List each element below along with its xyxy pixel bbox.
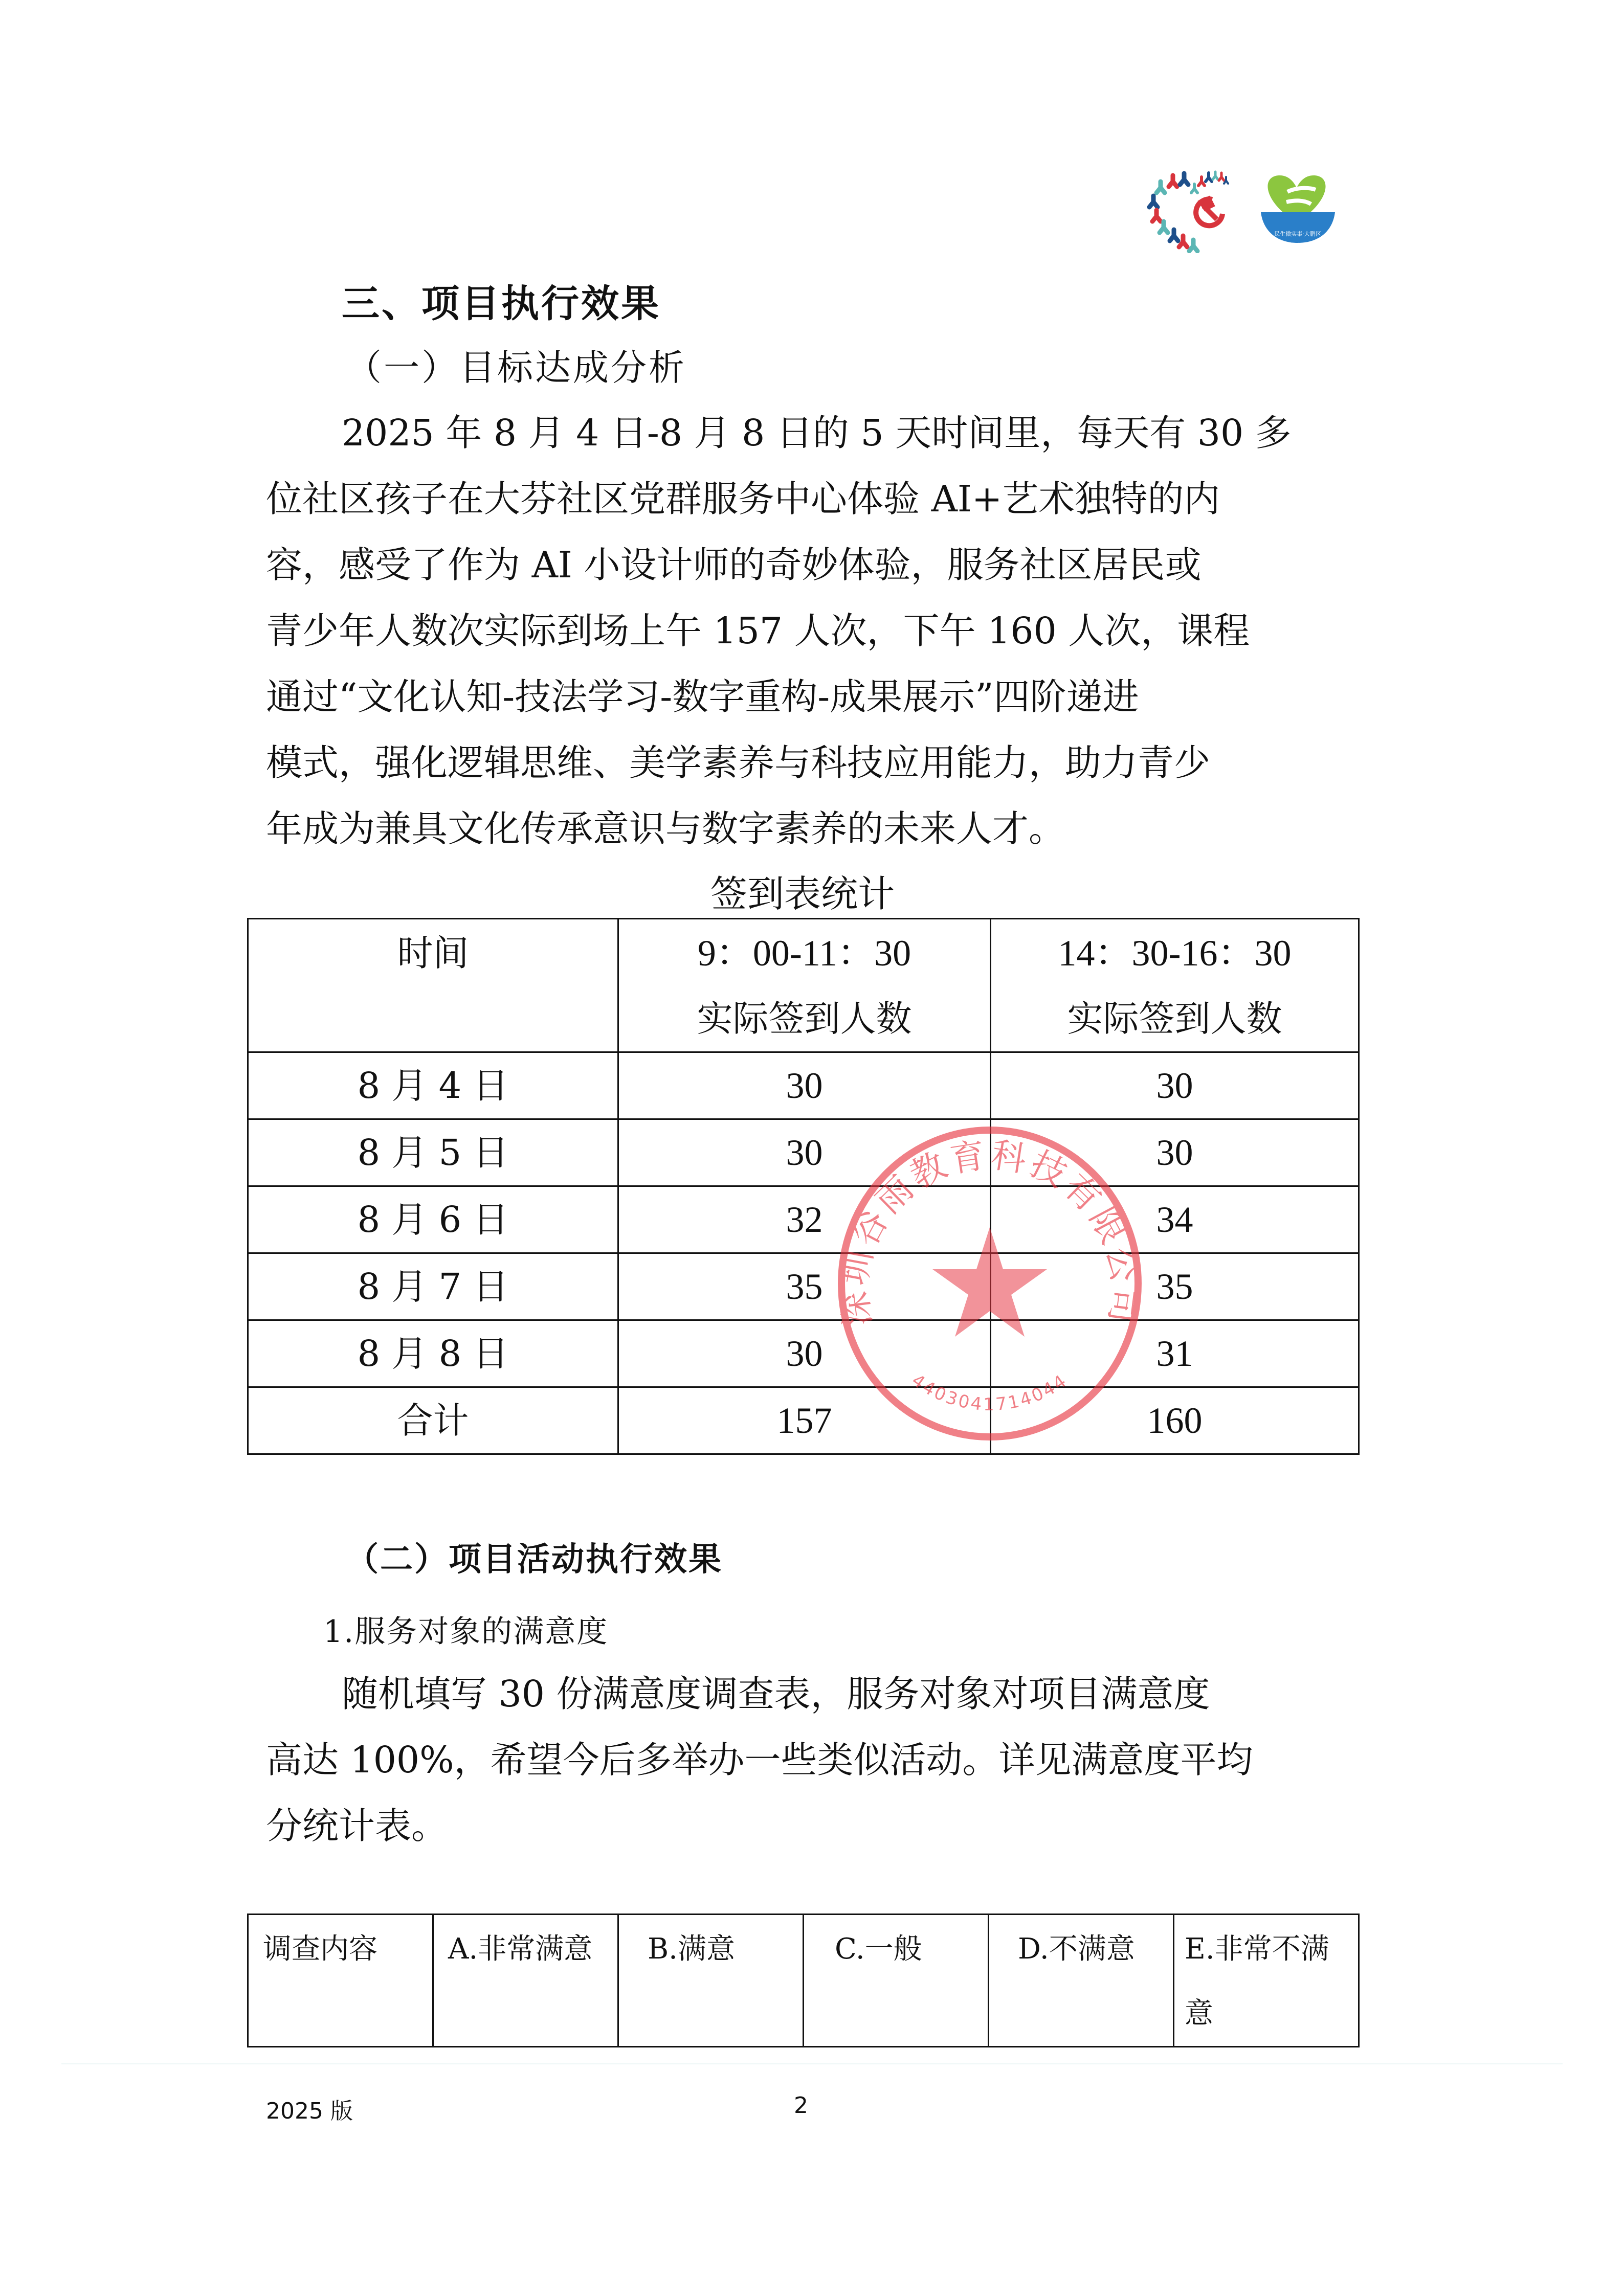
section-title: 三、项目执行效果 — [342, 282, 661, 326]
header-afternoon-time: 14：30-16：30 — [1058, 933, 1292, 974]
afternoon-total-cell: 160 — [991, 1387, 1359, 1454]
total-label-cell: 合计 — [248, 1387, 618, 1454]
table-row — [248, 1186, 1359, 1253]
paragraph-line: 2025 年 8 月 4 日-8 月 8 日的 5 天时间里，每天有 30 多 — [342, 412, 1292, 454]
morning-count-cell: 35 — [618, 1253, 991, 1320]
header-cell-morning — [618, 919, 991, 1052]
party-heart-logo-icon — [1138, 161, 1353, 253]
seal-company-name: 深圳谷雨教育科技有限公司 — [834, 1135, 1146, 1329]
header-morning-time: 9：00-11：30 — [697, 933, 911, 974]
table-header-row — [248, 1915, 1359, 2047]
header-logos — [1138, 161, 1353, 253]
morning-total-cell: 157 — [618, 1387, 991, 1454]
afternoon-count-cell: 34 — [991, 1186, 1359, 1253]
table-row — [248, 1253, 1359, 1320]
hammer-sickle-icon — [1196, 199, 1222, 226]
footer-divider — [61, 2063, 1563, 2064]
table-total-row — [248, 1387, 1359, 1454]
header-label: D.不满意 — [1018, 1932, 1135, 1966]
item-title-satisfaction: 1.服务对象的满意度 — [323, 1614, 609, 1650]
header-label: E.非常不满 — [1185, 1932, 1329, 1966]
livelihood-logo-icon — [1261, 175, 1335, 243]
livelihood-logo-text: 民生微实事·大鹏区 — [1274, 231, 1321, 237]
paragraph-line: 分统计表。 — [266, 1805, 448, 1847]
footer-edition: 2025 版 — [266, 2098, 353, 2124]
header-label-continued: 意 — [1185, 1997, 1213, 2030]
header-cell-average — [804, 1915, 989, 2047]
afternoon-count-cell: 31 — [991, 1320, 1359, 1387]
paragraph-line: 年成为兼具文化传承意识与数字素养的未来人才。 — [266, 807, 1065, 850]
header-time-label: 时间 — [397, 932, 469, 974]
date-cell: 8 月 8 日 — [248, 1320, 618, 1387]
table-row — [248, 1052, 1359, 1119]
subsection-title-goal-analysis: （一）目标达成分析 — [346, 347, 686, 389]
heart-of-people-icon — [1149, 172, 1228, 251]
table-row — [248, 1320, 1359, 1387]
signin-table-caption: 签到表统计 — [710, 872, 895, 915]
header-cell-afternoon — [991, 919, 1359, 1052]
morning-count-cell: 30 — [618, 1052, 991, 1119]
table-header-row — [248, 919, 1359, 1052]
header-cell-very-dissatisfied — [1174, 1915, 1359, 2047]
paragraph-line: 随机填写 30 份满意度调查表，服务对象对项目满意度 — [342, 1673, 1210, 1715]
header-cell-survey-content — [248, 1915, 433, 2047]
date-cell: 8 月 7 日 — [248, 1253, 618, 1320]
header-label: C.一般 — [835, 1932, 922, 1966]
paragraph-line: 位社区孩子在大芬社区党群服务中心体验 AI+艺术独特的内 — [266, 478, 1220, 520]
header-cell-very-satisfied — [433, 1915, 618, 2047]
paragraph-line: 模式，强化逻辑思维、美学素养与科技应用能力，助力青少 — [266, 741, 1211, 784]
header-label: 调查内容 — [263, 1932, 377, 1966]
footer-page-number: 2 — [794, 2092, 808, 2119]
table-row — [248, 1119, 1359, 1186]
header-cell-satisfied — [618, 1915, 804, 2047]
goal-analysis-paragraph — [266, 400, 1361, 862]
header-label: B.满意 — [648, 1932, 735, 1966]
satisfaction-paragraph — [266, 1661, 1361, 1859]
morning-count-cell: 30 — [618, 1320, 991, 1387]
satisfaction-table — [247, 1914, 1360, 2047]
subsection-title-activity-effect: （二）项目活动执行效果 — [346, 1541, 723, 1579]
header-cell-dissatisfied — [989, 1915, 1174, 2047]
signin-table — [247, 918, 1360, 1455]
header-afternoon-label: 实际签到人数 — [1067, 998, 1282, 1040]
date-cell: 8 月 4 日 — [248, 1052, 618, 1119]
morning-count-cell: 30 — [618, 1119, 991, 1186]
header-morning-label: 实际签到人数 — [697, 998, 912, 1040]
paragraph-line: 青少年人数次实际到场上午 157 人次，下午 160 人次，课程 — [266, 610, 1250, 652]
date-cell: 8 月 6 日 — [248, 1186, 618, 1253]
seal-number: 4403041714044 — [907, 1370, 1072, 1415]
afternoon-count-cell: 35 — [991, 1253, 1359, 1320]
header-cell-time — [248, 919, 618, 1052]
paragraph-line: 高达 100%，希望今后多举办一些类似活动。详见满意度平均 — [266, 1739, 1253, 1781]
afternoon-count-cell: 30 — [991, 1119, 1359, 1186]
header-label: A.非常满意 — [448, 1932, 593, 1966]
paragraph-line: 容，感受了作为 AI 小设计师的奇妙体验，服务社区居民或 — [266, 544, 1202, 586]
afternoon-count-cell: 30 — [991, 1052, 1359, 1119]
morning-count-cell: 32 — [618, 1186, 991, 1253]
paragraph-line: 通过“文化认知-技法学习-数字重构-成果展示”四阶递进 — [266, 676, 1139, 718]
date-cell: 8 月 5 日 — [248, 1119, 618, 1186]
